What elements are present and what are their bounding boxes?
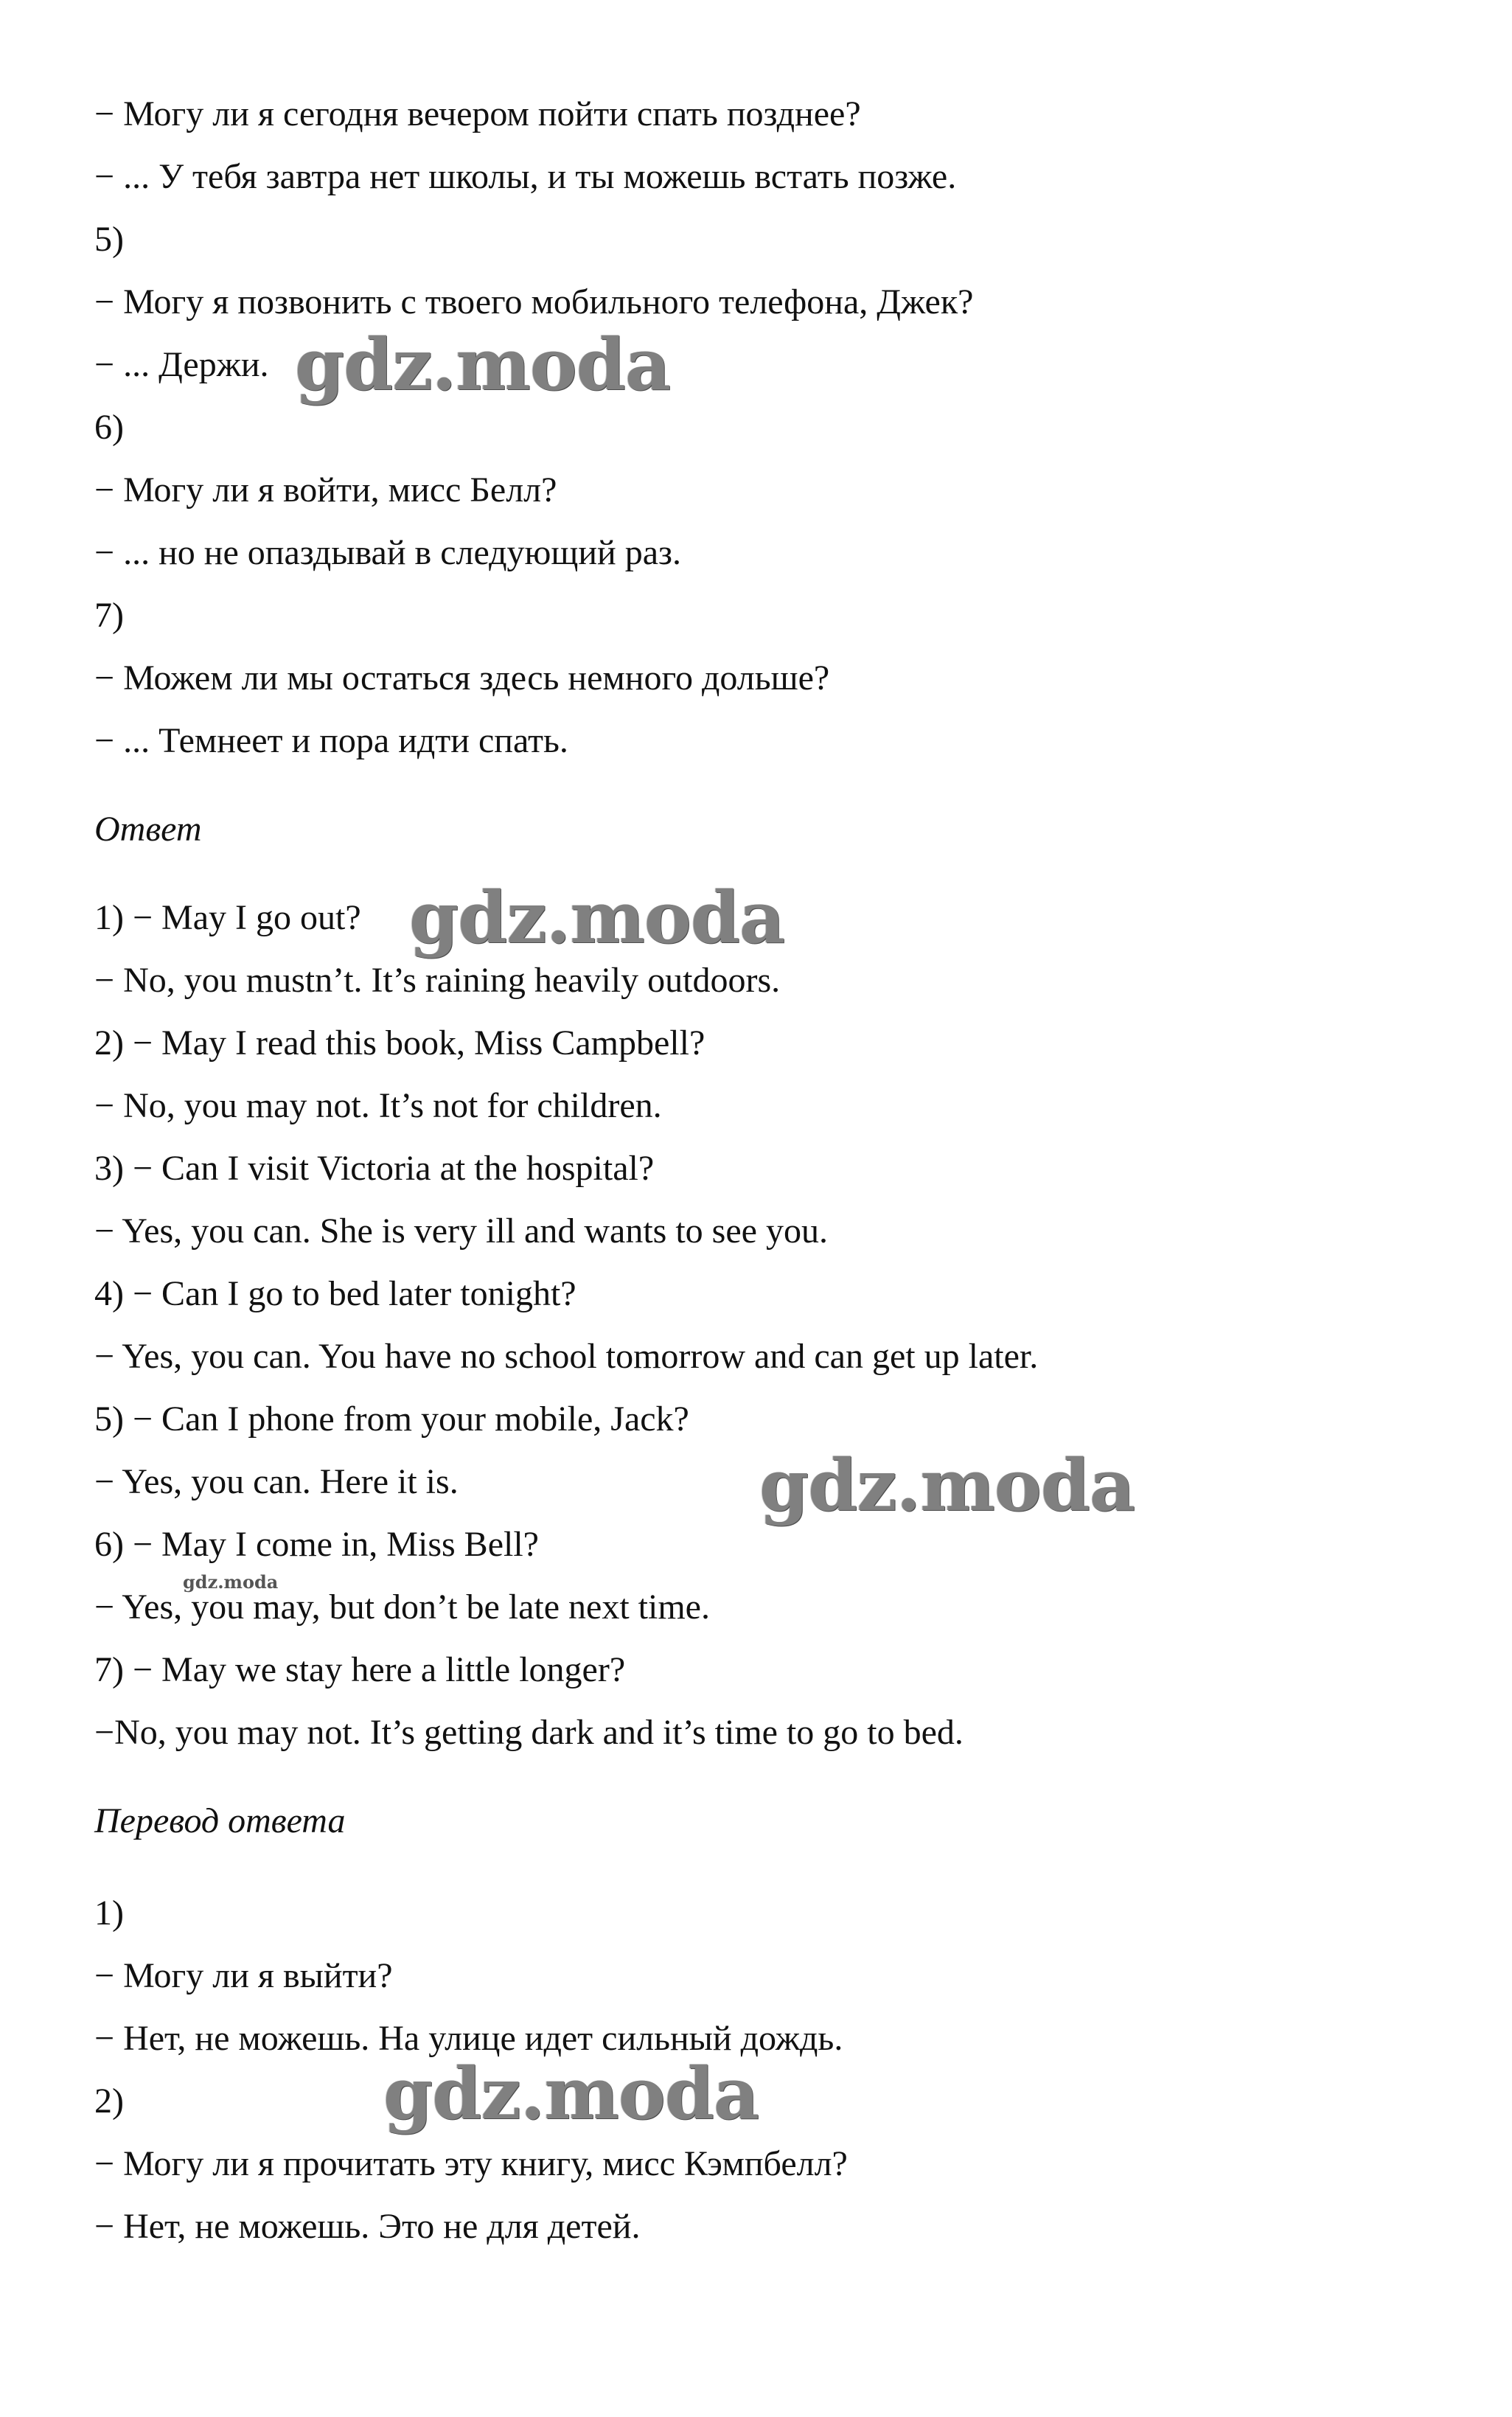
text-line: − No, you may not. It’s not for children. bbox=[94, 1086, 662, 1125]
text-line: − Yes, you can. You have no school tomorrow and can get up later. bbox=[94, 1337, 1039, 1376]
text-line: − Нет, не можешь. Это не для детей. bbox=[94, 2207, 641, 2246]
text-line: 4) − Can I go to bed later tonight? bbox=[94, 1274, 576, 1313]
text-line: − Yes, you can. She is very ill and wants to see you. bbox=[94, 1211, 828, 1251]
text-line: − No, you mustn’t. It’s raining heavily outdoors. bbox=[94, 961, 781, 1000]
text-line: − Могу ли я сегодня вечером пойти спать позднее? bbox=[94, 94, 861, 133]
text-line: 1) − May I go out? bbox=[94, 898, 361, 937]
text-line: 7) − May we stay here a little longer? bbox=[94, 1650, 626, 1689]
section-heading-answer: Ответ bbox=[94, 810, 202, 849]
text-line: − ... Темнеет и пора идти спать. bbox=[94, 721, 568, 760]
item-number: 1) bbox=[94, 1893, 124, 1933]
text-line: − Могу ли я войти, мисс Белл? bbox=[94, 470, 557, 510]
text-line: − Могу ли я выйти? bbox=[94, 1956, 393, 1995]
watermark-logo: gdz.moda bbox=[383, 2052, 759, 2135]
text-line: − ... У тебя завтра нет школы, и ты можешь встать позже. bbox=[94, 157, 957, 196]
text-line: − Yes, you may, but don’t be late next time. bbox=[94, 1587, 710, 1627]
section-heading-translation: Перевод ответа bbox=[94, 1801, 346, 1840]
item-number: 2) bbox=[94, 2082, 124, 2121]
item-number: 7) bbox=[94, 596, 124, 635]
text-line: −No, you may not. It’s getting dark and it’s time to go to bed. bbox=[94, 1713, 964, 1752]
text-line: − Могу я позвонить с твоего мобильного телефона, Джек? bbox=[94, 282, 974, 321]
watermark-logo: gdz.moda bbox=[759, 1444, 1135, 1527]
text-line: 6) − May I come in, Miss Bell? bbox=[94, 1525, 539, 1564]
watermark-logo: gdz.moda bbox=[409, 876, 785, 959]
text-line: − ... Держи. bbox=[94, 345, 269, 384]
text-line: − Могу ли я прочитать эту книгу, мисс Кэмпбелл? bbox=[94, 2144, 848, 2183]
text-line: − Yes, you can. Here it is. bbox=[94, 1462, 459, 1501]
watermark-logo: gdz.moda bbox=[295, 323, 671, 406]
text-line: − Нет, не можешь. На улице идет сильный дождь. bbox=[94, 2019, 843, 2058]
text-line: 3) − Can I visit Victoria at the hospital? bbox=[94, 1149, 655, 1188]
watermark-logo-small: gdz.moda bbox=[183, 1571, 279, 1593]
text-line: 5) − Can I phone from your mobile, Jack? bbox=[94, 1399, 689, 1439]
item-number: 5) bbox=[94, 220, 124, 259]
text-line: 2) − May I read this book, Miss Campbell? bbox=[94, 1023, 706, 1063]
text-line: − Можем ли мы остаться здесь немного дольше? bbox=[94, 658, 830, 698]
item-number: 6) bbox=[94, 408, 124, 447]
text-line: − ... но не опаздывай в следующий раз. bbox=[94, 533, 682, 572]
